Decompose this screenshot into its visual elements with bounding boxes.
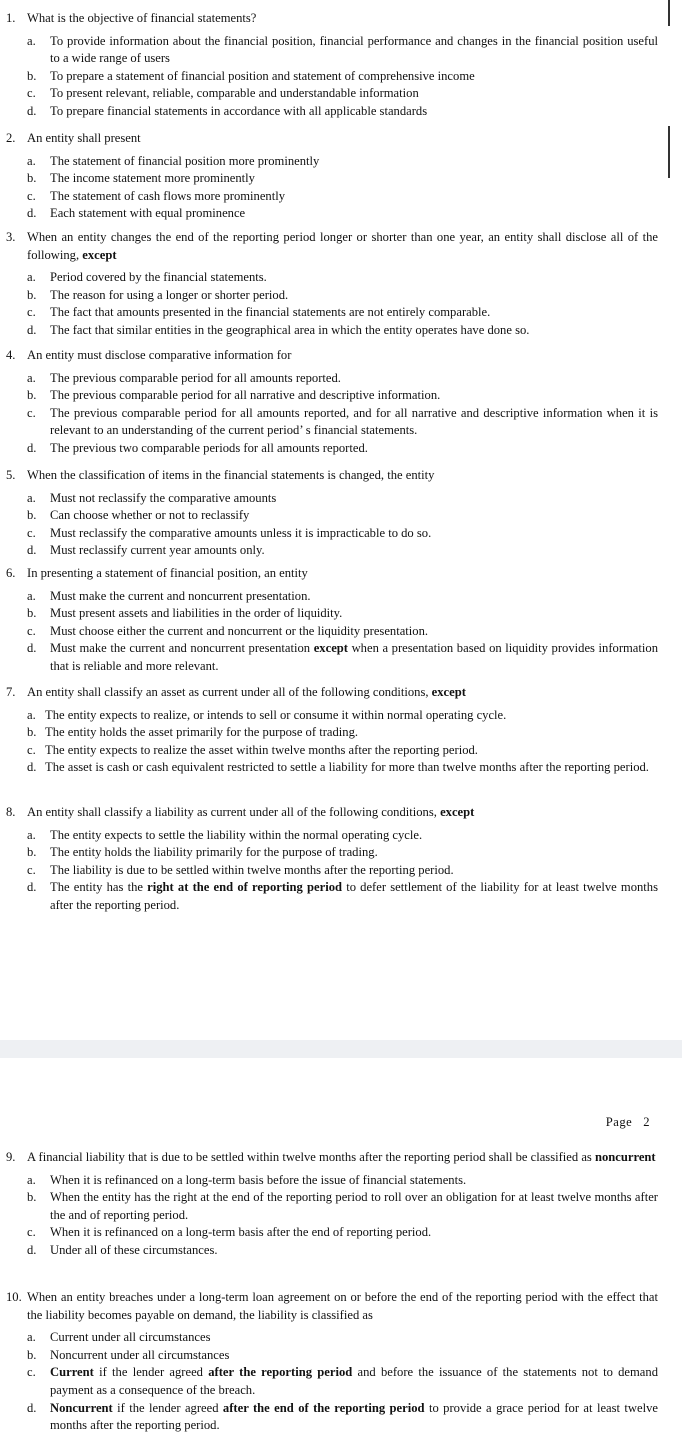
text-run: When an entity changes the end of the reporting period longer or shorter than one year, an entity shall disclose all of the following, xyxy=(27,230,658,262)
text-run: The entity expects to realize the asset within twelve months after the reporting period. xyxy=(45,742,478,757)
answer-option xyxy=(27,322,658,340)
text-run: The income statement more prominently xyxy=(50,171,255,186)
option-text xyxy=(50,287,658,305)
option-letter: b. xyxy=(27,606,37,621)
answer-options xyxy=(27,707,658,777)
option-letter: a. xyxy=(27,827,36,842)
option-text xyxy=(50,170,658,188)
answer-option xyxy=(27,170,658,188)
answer-option xyxy=(27,1242,658,1260)
question-number: 2. xyxy=(6,131,16,145)
text-run: When the entity has the right at the end of the reporting period to roll over an obligation for at least twelve months after the and of reporting period. xyxy=(50,1190,658,1222)
text-run: Must make the current and noncurrent presentation. xyxy=(50,588,311,603)
text-run: The liability is due to be settled within twelve months after the reporting period. xyxy=(50,862,454,877)
option-text xyxy=(50,1189,658,1224)
question-8 xyxy=(6,804,658,915)
text-run: Current under all circumstances xyxy=(50,1330,211,1345)
question-text xyxy=(27,565,658,583)
answer-option xyxy=(27,1224,658,1242)
question-text xyxy=(27,347,658,365)
emphasis-text: except xyxy=(431,685,466,699)
option-letter: d. xyxy=(27,1400,37,1415)
option-letter: a. xyxy=(27,33,36,48)
option-text xyxy=(50,605,658,623)
option-text xyxy=(50,862,658,880)
question-1 xyxy=(6,10,658,121)
option-letter: b. xyxy=(27,68,37,83)
answer-option xyxy=(27,188,658,206)
option-text xyxy=(50,405,658,440)
text-run: To prepare financial statements in accordance with all applicable standards xyxy=(50,103,428,118)
option-letter: b. xyxy=(27,725,37,740)
question-text xyxy=(27,1149,658,1167)
answer-option xyxy=(27,440,658,458)
answer-option xyxy=(27,759,658,777)
option-letter: d. xyxy=(27,206,37,221)
answer-option xyxy=(27,490,658,508)
option-text xyxy=(50,1172,658,1190)
option-text xyxy=(50,507,658,525)
answer-option xyxy=(27,623,658,641)
option-text xyxy=(50,68,658,86)
option-letter: d. xyxy=(27,760,37,775)
question-text xyxy=(27,1289,658,1324)
option-letter: c. xyxy=(27,305,36,320)
option-letter: a. xyxy=(27,270,36,285)
answer-option xyxy=(27,827,658,845)
text-run: An entity shall classify an asset as current under all of the following conditions, xyxy=(27,685,432,699)
question-2 xyxy=(6,130,658,223)
option-letter: b. xyxy=(27,171,37,186)
emphasis-text: Noncurrent xyxy=(50,1400,113,1415)
option-text xyxy=(50,153,658,171)
question-stem xyxy=(6,565,658,583)
option-text xyxy=(50,542,658,560)
answer-options xyxy=(27,827,658,915)
question-number: 10. xyxy=(6,1290,22,1304)
text-run: Must make the current and noncurrent presentation xyxy=(50,641,314,656)
answer-option xyxy=(27,287,658,305)
answer-option xyxy=(27,605,658,623)
option-letter: d. xyxy=(27,103,37,118)
answer-option xyxy=(27,542,658,560)
option-letter: c. xyxy=(27,1365,36,1380)
answer-option xyxy=(27,707,658,725)
text-run: if the lender agreed xyxy=(112,1400,223,1415)
text-run: The statement of cash flows more prominently xyxy=(50,188,286,203)
text-run: To provide information about the financial position, financial performance and changes in the financial position useful to a wide range of users xyxy=(50,33,658,66)
emphasis-text: after the end of the reporting period xyxy=(222,1400,425,1415)
answer-option xyxy=(27,1329,658,1347)
text-run: In presenting a statement of financial position, an entity xyxy=(27,566,308,580)
option-text xyxy=(50,387,658,405)
text-run: Noncurrent under all circumstances xyxy=(50,1347,230,1362)
emphasis-text: except xyxy=(82,247,117,262)
text-run: The entity expects to realize, or intends to sell or consume it within normal operating cycle. xyxy=(45,707,507,722)
question-number: 1. xyxy=(6,11,16,25)
question-number: 9. xyxy=(6,1150,16,1164)
question-text xyxy=(27,10,658,28)
option-text xyxy=(45,759,658,777)
text-run: Can choose whether or not to reclassify xyxy=(50,508,250,523)
question-stem xyxy=(6,1289,658,1324)
option-letter: c. xyxy=(27,525,36,540)
text-run: Period covered by the financial statements. xyxy=(50,270,267,285)
text-run: if the lender agreed xyxy=(93,1365,209,1380)
answer-option xyxy=(27,1172,658,1190)
text-run: Each statement with equal prominence xyxy=(50,206,246,221)
option-letter: b. xyxy=(27,1190,37,1205)
text-run: When an entity breaches under a long-term loan agreement on or before the end of the reporting period with the effect that the liability becomes payable on demand, the liability is classified as xyxy=(27,1290,658,1322)
option-text xyxy=(50,879,658,914)
text-run: An entity shall classify a liability as current under all of the following conditions, xyxy=(27,805,441,819)
question-number: 4. xyxy=(6,348,16,362)
question-number: 6. xyxy=(6,566,16,580)
answer-option xyxy=(27,68,658,86)
option-letter: b. xyxy=(27,508,37,523)
page-number: 2 xyxy=(643,1115,650,1129)
answer-option xyxy=(27,103,658,121)
text-run: The previous comparable period for all narrative and descriptive information. xyxy=(50,388,441,403)
option-text xyxy=(50,640,658,675)
answer-option xyxy=(27,1400,658,1435)
option-letter: d. xyxy=(27,1242,37,1257)
option-letter: c. xyxy=(27,742,36,757)
text-run: Must choose either the current and noncurrent or the liquidity presentation. xyxy=(50,623,429,638)
page-footer xyxy=(606,1114,650,1132)
option-text xyxy=(45,707,658,725)
text-run: When it is refinanced on a long-term basis before the issue of financial statements. xyxy=(50,1172,467,1187)
answer-options xyxy=(27,33,658,121)
question-text xyxy=(27,130,658,148)
option-text xyxy=(45,724,658,742)
option-text xyxy=(50,103,658,121)
text-run: Under all of these circumstances. xyxy=(50,1242,218,1257)
answer-option xyxy=(27,405,658,440)
answer-options xyxy=(27,1329,658,1435)
option-letter: c. xyxy=(27,405,36,420)
option-letter: a. xyxy=(27,1330,36,1345)
answer-option xyxy=(27,588,658,606)
emphasis-text: except xyxy=(313,641,348,656)
page-break xyxy=(0,1040,682,1058)
answer-option xyxy=(27,1364,658,1399)
text-run: Must reclassify the comparative amounts unless it is impracticable to do so. xyxy=(50,525,432,540)
text-run: A financial liability that is due to be settled within twelve months after the reporting period shall be classified as xyxy=(27,1150,595,1164)
option-text xyxy=(45,742,658,760)
option-letter: d. xyxy=(27,880,37,895)
text-run: Must not reclassify the comparative amounts xyxy=(50,490,277,505)
question-number: 5. xyxy=(6,468,16,482)
option-letter: a. xyxy=(27,707,36,722)
answer-option xyxy=(27,507,658,525)
answer-options xyxy=(27,490,658,560)
answer-options xyxy=(27,269,658,339)
option-letter: d. xyxy=(27,543,37,558)
question-number: 3. xyxy=(6,230,16,244)
option-text xyxy=(50,85,658,103)
question-5 xyxy=(6,467,658,560)
answer-option xyxy=(27,640,658,675)
answer-option xyxy=(27,153,658,171)
option-letter: d. xyxy=(27,322,37,337)
question-stem xyxy=(6,130,658,148)
text-run: The entity has the xyxy=(50,880,148,895)
text-run: The previous comparable period for all amounts reported. xyxy=(50,370,341,385)
answer-option xyxy=(27,862,658,880)
question-4 xyxy=(6,347,658,458)
text-run: Must present assets and liabilities in the order of liquidity. xyxy=(50,606,343,621)
question-9 xyxy=(6,1149,658,1260)
question-stem xyxy=(6,229,658,264)
text-run: The entity holds the liability primarily for the purpose of trading. xyxy=(50,845,378,860)
text-run: An entity must disclose comparative information for xyxy=(27,348,292,362)
answer-option xyxy=(27,1347,658,1365)
option-letter: a. xyxy=(27,370,36,385)
option-text xyxy=(50,525,658,543)
answer-option xyxy=(27,742,658,760)
question-6 xyxy=(6,565,658,676)
option-text xyxy=(50,588,658,606)
option-letter: c. xyxy=(27,862,36,877)
answer-options xyxy=(27,1172,658,1260)
option-letter: a. xyxy=(27,588,36,603)
text-run: The entity expects to settle the liability within the normal operating cycle. xyxy=(50,827,423,842)
option-letter: b. xyxy=(27,1347,37,1362)
text-run: to provide a grace period for at least twelve months after the reporting period. xyxy=(50,1400,659,1433)
text-run: The previous two comparable periods for all amounts reported. xyxy=(50,440,368,455)
question-stem xyxy=(6,347,658,365)
question-number: 8. xyxy=(6,805,16,819)
text-run: An entity shall present xyxy=(27,131,141,145)
text-run: to defer settlement of the liability for at least twelve months after the reporting period. xyxy=(50,880,658,912)
option-text xyxy=(50,1347,658,1365)
scroll-indicator xyxy=(668,126,670,178)
option-text xyxy=(50,844,658,862)
option-letter: a. xyxy=(27,1172,36,1187)
option-text xyxy=(50,1242,658,1260)
answer-option xyxy=(27,387,658,405)
text-run: When the classification of items in the financial statements is changed, the entity xyxy=(27,468,435,482)
question-stem xyxy=(6,684,658,702)
text-run: The fact that similar entities in the geographical area in which the entity operates have done so. xyxy=(50,322,530,337)
answer-option xyxy=(27,879,658,914)
option-letter: b. xyxy=(27,388,37,403)
answer-option xyxy=(27,1189,658,1224)
answer-option xyxy=(27,269,658,287)
answer-option xyxy=(27,205,658,223)
emphasis-text: noncurrent xyxy=(594,1150,656,1164)
option-letter: d. xyxy=(27,641,37,656)
text-run: The entity holds the asset primarily for the purpose of trading. xyxy=(45,725,359,740)
option-text xyxy=(50,1364,658,1399)
answer-option xyxy=(27,370,658,388)
option-text xyxy=(50,1329,658,1347)
option-letter: c. xyxy=(27,1225,36,1240)
option-letter: b. xyxy=(27,287,37,302)
option-text xyxy=(50,370,658,388)
option-text xyxy=(50,623,658,641)
text-run: To prepare a statement of financial position and statement of comprehensive income xyxy=(50,68,475,83)
question-text xyxy=(27,467,658,485)
option-text xyxy=(50,490,658,508)
question-stem xyxy=(6,804,658,822)
option-text xyxy=(50,304,658,322)
answer-options xyxy=(27,153,658,223)
answer-option xyxy=(27,525,658,543)
question-stem xyxy=(6,1149,658,1167)
text-run: What is the objective of financial statements? xyxy=(27,11,257,25)
option-letter: c. xyxy=(27,623,36,638)
text-run: The asset is cash or cash equivalent restricted to settle a liability for more than twelve months after the reporting period. xyxy=(45,760,649,775)
answer-option xyxy=(27,844,658,862)
option-text xyxy=(50,827,658,845)
answer-options xyxy=(27,588,658,676)
option-letter: a. xyxy=(27,490,36,505)
question-number: 7. xyxy=(6,685,16,699)
text-run: The statement of financial position more prominently xyxy=(50,153,320,168)
option-letter: b. xyxy=(27,845,37,860)
option-text xyxy=(50,440,658,458)
question-text xyxy=(27,804,658,822)
text-run: and before the issuance of the statements not to demand payment as a consequence of the breach. xyxy=(50,1365,658,1397)
text-run: When it is refinanced on a long-term basis after the end of reporting period. xyxy=(50,1225,432,1240)
emphasis-text: Current xyxy=(50,1365,94,1380)
question-stem xyxy=(6,10,658,28)
option-text xyxy=(50,33,658,68)
emphasis-text: after the reporting period xyxy=(208,1365,353,1380)
scroll-indicator xyxy=(668,0,670,26)
option-text xyxy=(50,188,658,206)
question-stem xyxy=(6,467,658,485)
option-text xyxy=(50,1400,658,1435)
answer-option xyxy=(27,33,658,68)
text-run: The reason for using a longer or shorter period. xyxy=(50,287,289,302)
option-letter: d. xyxy=(27,440,37,455)
text-run: Must reclassify current year amounts only. xyxy=(50,543,265,558)
question-text xyxy=(27,229,658,264)
emphasis-text: right at the end of reporting period xyxy=(147,880,343,895)
option-letter: a. xyxy=(27,153,36,168)
answer-options xyxy=(27,370,658,458)
question-10 xyxy=(6,1289,658,1435)
answer-option xyxy=(27,304,658,322)
option-text xyxy=(50,205,658,223)
answer-option xyxy=(27,85,658,103)
option-letter: c. xyxy=(27,86,36,101)
option-text xyxy=(50,322,658,340)
text-run: The previous comparable period for all amounts reported, and for all narrative and descriptive information when it is relevant to an understanding of the current period’ s financial statements. xyxy=(50,405,658,438)
answer-option xyxy=(27,724,658,742)
option-text xyxy=(50,1224,658,1242)
text-run: The fact that amounts presented in the financial statements are not entirely comparable. xyxy=(50,305,491,320)
question-3 xyxy=(6,229,658,340)
page-label: Page xyxy=(605,1115,633,1129)
emphasis-text: except xyxy=(440,805,475,819)
option-letter: c. xyxy=(27,188,36,203)
option-text xyxy=(50,269,658,287)
question-7 xyxy=(6,684,658,777)
text-run: To present relevant, reliable, comparable and understandable information xyxy=(50,86,419,101)
text-run: when a presentation based on liquidity provides information that is reliable and more relevant. xyxy=(50,641,658,673)
question-text xyxy=(27,684,658,702)
